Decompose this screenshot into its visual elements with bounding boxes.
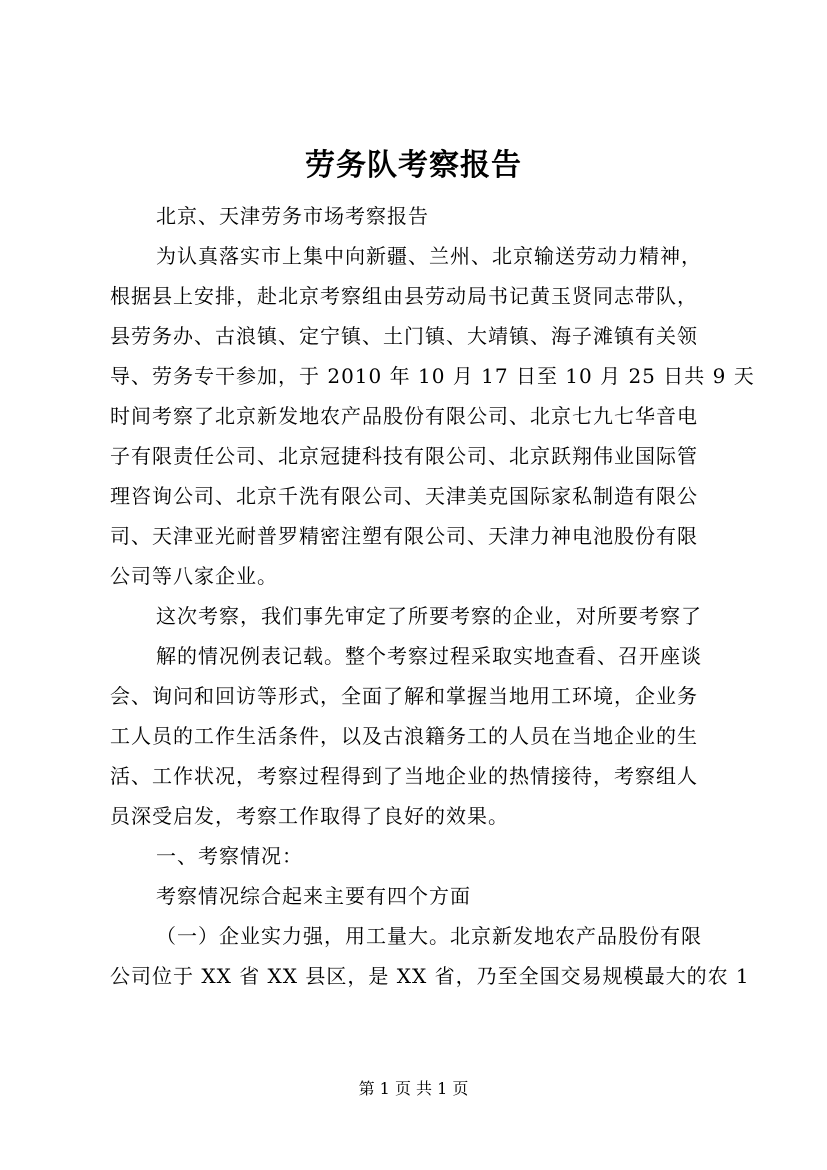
text-line: 北京、天津劳务市场考察报告: [156, 204, 429, 228]
text-line: 子有限责任公司、北京冠捷科技有限公司、北京跃翔伟业国际管: [110, 444, 698, 468]
text-line: 工人员的工作生活条件，以及古浪籍务工的人员在当地企业的生: [110, 724, 698, 748]
text-line: 公司等八家企业。: [110, 564, 278, 588]
text-line: 理咨询公司、北京千洗有限公司、天津美克国际家私制造有限公: [110, 484, 698, 508]
text-line: 公司位于 XX 省 XX 县区，是 XX 省，乃至全国交易规模最大的农 1: [110, 964, 750, 988]
text-line: 解的情况例表记载。整个考察过程采取实地查看、召开座谈: [156, 644, 702, 668]
text-line: 会、询问和回访等形式，全面了解和掌握当地用工环境，企业务: [110, 684, 698, 708]
text-line: 活、工作状况，考察过程得到了当地企业的热情接待，考察组人: [110, 764, 698, 788]
page-footer: 第 1 页 共 1 页: [358, 1079, 469, 1098]
text-line: 司、天津亚光耐普罗精密注塑有限公司、天津力神电池股份有限: [110, 524, 698, 548]
text-line: 县劳务办、古浪镇、定宁镇、土门镇、大靖镇、海子滩镇有关领: [110, 324, 698, 348]
text-line: 为认真落实市上集中向新疆、兰州、北京输送劳动力精神，: [156, 244, 702, 268]
document-body: [110, 196, 755, 996]
text-line: 一、考察情况：: [156, 844, 303, 868]
text-line: 这次考察，我们事先审定了所要考察的企业，对所要考察了: [156, 604, 702, 628]
document-title: 劳务队考察报告: [305, 148, 522, 183]
text-line: 导、劳务专干参加，于 2010 年 10 月 17 日至 10 月 25 日共 9 天: [110, 364, 755, 388]
text-line: 时间考察了北京新发地农产品股份有限公司、北京七九七华音电: [110, 404, 698, 428]
text-line: 根据县上安排，赴北京考察组由县劳动局书记黄玉贤同志带队，: [110, 284, 698, 308]
text-line: （一）企业实力强，用工量大。北京新发地农产品股份有限: [156, 924, 702, 948]
text-line: 员深受启发，考察工作取得了良好的效果。: [110, 804, 509, 828]
text-line: 考察情况综合起来主要有四个方面: [156, 884, 471, 908]
